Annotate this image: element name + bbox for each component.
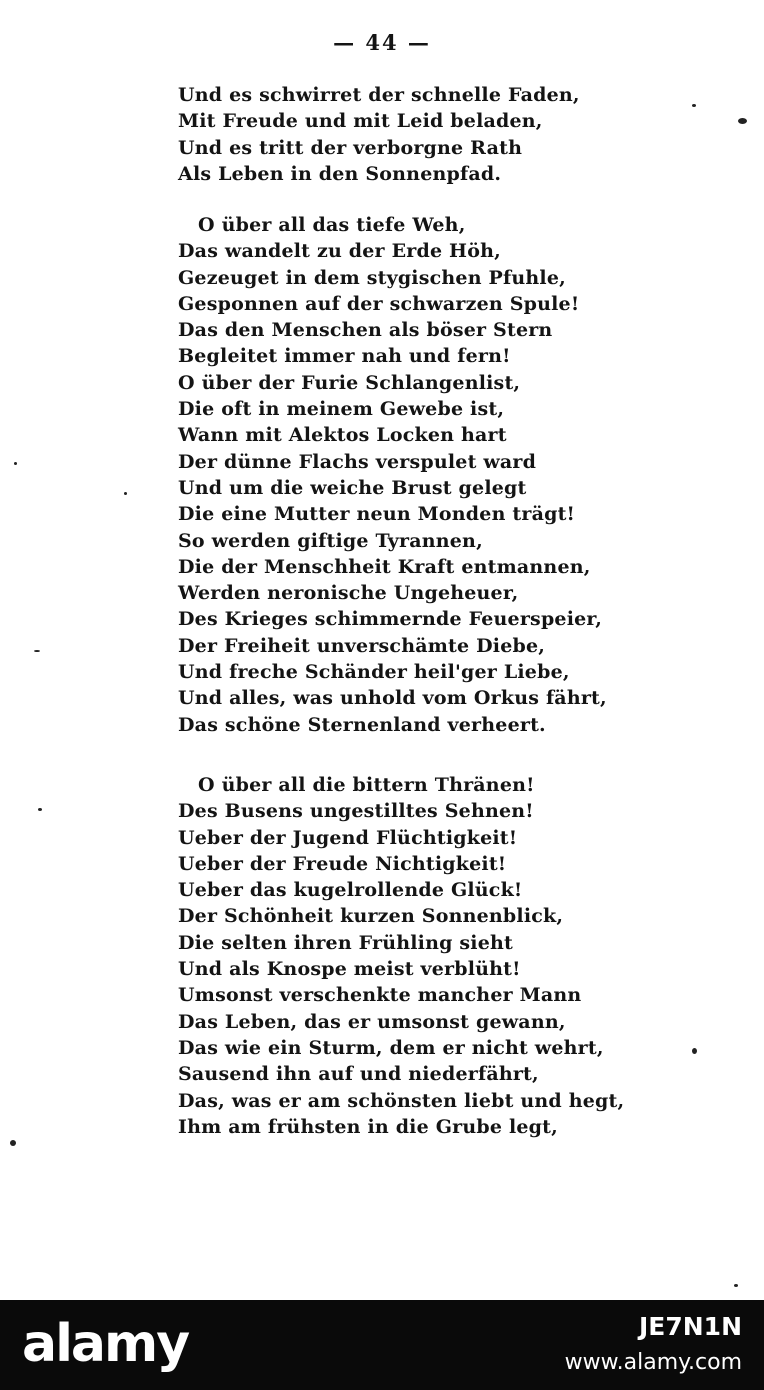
verse-line: Ueber der Jugend Flüchtigkeit! — [178, 826, 518, 849]
verse-line: Ihm am frühsten in die Grube legt, — [178, 1115, 558, 1138]
brand-logo: alamy — [22, 1314, 189, 1374]
verse-line: Der Schönheit kurzen Sonnenblick, — [178, 905, 564, 928]
scan-speck — [738, 118, 747, 124]
site-url: www.alamy.com — [564, 1350, 742, 1375]
verse-line: Und freche Schänder heil'ger Liebe, — [178, 661, 570, 684]
verse-line: O über all das tiefe Weh, — [198, 214, 466, 236]
stanza-1 — [178, 82, 578, 187]
verse-line: Und es tritt der verborgne Rath — [178, 136, 523, 159]
verse-line: Die der Menschheit Kraft entmannen, — [178, 555, 591, 578]
verse-line: Der dünne Flachs verspulet ward — [178, 450, 537, 473]
verse-line: Die eine Mutter neun Monden trägt! — [178, 503, 576, 526]
verse-line: Gezeuget in dem stygischen Pfuhle, — [178, 266, 566, 289]
stanza-3 — [178, 772, 625, 1140]
verse-line: Wann mit Alektos Locken hart — [178, 424, 507, 447]
verse-line: So werden giftige Tyrannen, — [178, 529, 483, 552]
verse-line: Das wie ein Sturm, dem er nicht wehrt, — [178, 1036, 604, 1059]
verse-line: Das schöne Sternenland verheert. — [178, 713, 546, 736]
page-number: — 44 — — [333, 30, 431, 55]
scan-speck — [692, 1048, 697, 1054]
watermark-bar — [0, 1300, 764, 1390]
verse-line: Des Krieges schimmernde Feuerspeier, — [178, 608, 603, 631]
verse-line: Werden neronische Ungeheuer, — [178, 582, 519, 605]
scan-speck — [38, 808, 42, 811]
scan-speck — [124, 492, 127, 495]
verse-line: Und als Knospe meist verblüht! — [178, 958, 521, 981]
verse-line: Als Leben in den Sonnenpfad. — [178, 162, 502, 185]
verse-line: O über all die bittern Thränen! — [198, 774, 535, 796]
verse-line: Begleitet immer nah und fern! — [178, 345, 511, 368]
verse-line: Das Leben, das er umsonst gewann, — [178, 1010, 566, 1033]
verse-line: Die selten ihren Frühling sieht — [178, 931, 513, 954]
verse-line: Und es schwirret der schnelle Faden, — [178, 84, 580, 106]
scan-speck — [10, 1140, 16, 1146]
verse-line: Und alles, was unhold vom Orkus fährt, — [178, 687, 607, 710]
verse-line: Gesponnen auf der schwarzen Spule! — [178, 292, 580, 315]
verse-line: Der Freiheit unverschämte Diebe, — [178, 634, 546, 657]
verse-line: Des Busens ungestilltes Sehnen! — [178, 800, 534, 823]
scan-speck — [734, 1284, 738, 1287]
scan-speck — [692, 104, 696, 107]
verse-line: Sausend ihn auf und niederfährt, — [178, 1063, 539, 1086]
verse-line: Die oft in meinem Gewebe ist, — [178, 398, 505, 421]
stanza-2 — [178, 212, 607, 738]
scan-speck — [14, 462, 17, 465]
verse-line: Ueber das kugelrollende Glück! — [178, 879, 523, 902]
verse-line: Ueber der Freude Nichtigkeit! — [178, 852, 507, 875]
image-id: JE7N1N — [638, 1312, 742, 1341]
verse-line: Das, was er am schönsten liebt und hegt, — [178, 1089, 625, 1112]
scan-speck — [34, 650, 40, 652]
verse-line: O über der Furie Schlangenlist, — [178, 371, 521, 394]
verse-line: Das den Menschen als böser Stern — [178, 319, 553, 342]
verse-line: Umsonst verschenkte mancher Mann — [178, 984, 582, 1007]
verse-line: Und um die weiche Brust gelegt — [178, 476, 527, 499]
verse-line: Mit Freude und mit Leid beladen, — [178, 110, 543, 133]
verse-line: Das wandelt zu der Erde Höh, — [178, 240, 501, 263]
